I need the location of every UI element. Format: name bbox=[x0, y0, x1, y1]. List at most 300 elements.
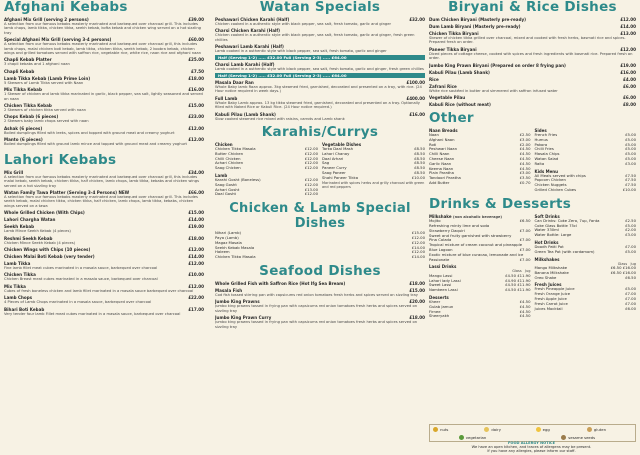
legend-item bbox=[536, 427, 581, 432]
allergy-notice bbox=[429, 441, 634, 454]
item-desc: Jumbo king prawns tossed in frying pan with capsicums red onion tomatoes fresh herbs and spices served on sizzling tray bbox=[215, 304, 418, 313]
menu-item bbox=[4, 137, 204, 146]
item-name: Chicken Malai Boti Kebab (very tender) bbox=[4, 253, 95, 259]
item-name: Afghani Naan bbox=[429, 136, 455, 142]
legend-label: vegetarian bbox=[465, 434, 487, 440]
item-name: Mix Grill bbox=[4, 169, 24, 175]
item-name: Garlic Naan bbox=[429, 160, 452, 166]
item-price: £25.00 bbox=[188, 57, 204, 63]
item-price: £7.00 bbox=[625, 295, 636, 301]
menu-item bbox=[429, 17, 636, 22]
soft-head: Soft Drinks bbox=[534, 213, 560, 219]
item-desc: Lamb cooked in a authentic style with black pepper, sea salt, fresh tomato, garlic and ginger, fresh green chillies bbox=[215, 67, 424, 72]
item-price: £4.90 £11.90 bbox=[505, 277, 531, 283]
item-name: Mix Tikka Kebab bbox=[4, 87, 42, 93]
legend-dot-icon bbox=[459, 435, 464, 440]
biryani-list bbox=[429, 17, 636, 107]
item-price: £10.00 bbox=[622, 187, 636, 192]
watan-list-2 bbox=[215, 80, 425, 121]
item-price: £400.00 bbox=[406, 95, 425, 101]
item-name: Butter Chicken bbox=[215, 150, 244, 156]
menu-item bbox=[4, 170, 204, 188]
item-price: £6.00 bbox=[623, 95, 636, 101]
item-price: £12.00 bbox=[304, 155, 318, 161]
item-desc: Fine lamb fillet meat cubes marinated in a masala sauce, barbequed over charcoal bbox=[4, 265, 158, 270]
item-price: £4.50 bbox=[519, 313, 531, 319]
item-name: Special Afghani Mix Grill (serving 3-4 persons) bbox=[4, 37, 112, 43]
item-price: £4.50 bbox=[519, 298, 531, 304]
item-name: Grilled Chicken Cubes bbox=[534, 187, 577, 192]
item-price: £18.00 bbox=[188, 235, 204, 241]
menu-item bbox=[4, 261, 204, 270]
item-name: Coke Glass Bottle 75cl bbox=[534, 222, 578, 228]
item-price: £5.00 bbox=[625, 136, 636, 142]
item-desc: White rice sautéed in butter and simmered with saffron infused water bbox=[429, 88, 558, 93]
item-price: £7.00 bbox=[625, 243, 636, 249]
item-price: £12.00 bbox=[304, 160, 318, 166]
item-price: £12.00 bbox=[188, 246, 204, 252]
item-price: £4.50 bbox=[519, 151, 531, 157]
item-name: Gulab Jamun bbox=[429, 303, 454, 309]
legend-item bbox=[433, 427, 478, 432]
menu-item bbox=[429, 102, 636, 107]
menu-item bbox=[4, 295, 204, 304]
allergy-title: FOOD ALLERGY NOTICE bbox=[507, 441, 556, 445]
item-price: £7.50 bbox=[191, 68, 204, 74]
item-price: £7.00 bbox=[519, 256, 531, 262]
item-price: £4.50 bbox=[519, 165, 531, 171]
item-price: £8.50 bbox=[414, 165, 425, 171]
item-price: £18.00 bbox=[188, 75, 204, 81]
soft-list bbox=[535, 219, 637, 238]
item-name: Kabuli Rice (without meat) bbox=[429, 102, 491, 108]
item-name: Paya (Lamb) bbox=[215, 235, 239, 241]
item-name: Masala Chips bbox=[534, 151, 560, 157]
item-price: £8.50 bbox=[414, 146, 425, 152]
menu-item bbox=[215, 315, 425, 329]
list-item bbox=[429, 258, 531, 263]
legend-item bbox=[484, 427, 529, 432]
menu-item bbox=[215, 281, 425, 286]
item-price: £15.00 bbox=[188, 210, 204, 216]
item-price: £7.00 bbox=[625, 300, 636, 306]
menu-item bbox=[4, 17, 204, 35]
karahi-veg-head: Vegetable Dishes bbox=[322, 142, 362, 148]
item-name: Lamb Tikka Kebab (Lamb Prime Loin) bbox=[4, 75, 91, 81]
item-price: £6.00 bbox=[625, 305, 636, 311]
item-desc: Skewer of chicken tikka grilled over charcoal, mixed and cooked with fresh herbs, basmati rice and spices. Prepared fresh on order. bbox=[429, 36, 626, 45]
karahi-chicken-head: Chicken bbox=[215, 142, 233, 148]
menu-item bbox=[429, 84, 636, 93]
item-name: Banana Milkshake bbox=[534, 269, 569, 275]
item-name: Manto (6 pieces) bbox=[4, 137, 43, 143]
price-bar-1: Half (Serving 1-2) ..... £32.00 Full (Serving 2-3) ..... £64.00 bbox=[215, 55, 425, 61]
menu-item bbox=[429, 63, 636, 68]
item-name: Karahi Gosht (Boneless) bbox=[215, 177, 261, 183]
item-price: £6.50 bbox=[625, 274, 636, 280]
menu-item bbox=[4, 217, 204, 222]
legend-label: dairy bbox=[491, 426, 501, 432]
item-price: £12.00 bbox=[411, 235, 425, 241]
item-price: £8.50 bbox=[414, 160, 425, 166]
item-price: £12.00 bbox=[304, 191, 318, 197]
item-price: £6.50 £16.00 bbox=[610, 264, 636, 270]
item-price: £14.00 bbox=[188, 253, 204, 259]
item-price: £7.50 bbox=[625, 172, 636, 178]
legend-item bbox=[587, 427, 632, 432]
item-price: £19.00 bbox=[620, 62, 636, 68]
item-desc: 2 Skewers baby lamb chops served with naan bbox=[4, 119, 89, 124]
item-name: Peshawari Lamb Karahi (Half) bbox=[215, 44, 284, 50]
other-title: Other bbox=[429, 110, 474, 127]
allergy-line-1: We have an open kitchen, and traces of allergens may be present. bbox=[471, 445, 592, 450]
legend-dot-icon bbox=[587, 427, 592, 432]
item-row bbox=[429, 17, 636, 22]
item-price: £4.50 bbox=[519, 303, 531, 309]
hot-list bbox=[535, 245, 637, 255]
item-price: £16.00 bbox=[409, 111, 425, 117]
item-name: Jumbo King Prawns bbox=[215, 299, 260, 305]
item-desc: Diced pieces of cottage cheese, cooked with spices and fresh ingredients with basmati rice. Prepared fresh on order. bbox=[429, 51, 633, 61]
item-price: £15.00 bbox=[411, 230, 425, 236]
item-name: Plain Paratha bbox=[429, 170, 454, 176]
item-desc: 4 Pieces of Lamb Chops marinated in a masala sauce, barbequed over charcoal bbox=[4, 300, 152, 305]
item-price: £12.00 bbox=[411, 249, 425, 255]
allergy-line-2: If you have any allergies, please inform our staff. bbox=[487, 449, 576, 454]
legend-dot-icon bbox=[433, 427, 438, 432]
cls-list bbox=[215, 231, 425, 260]
item-name: Fresh Apple Juice bbox=[534, 295, 567, 301]
item-name: Chapli Kebab Platter bbox=[4, 57, 52, 63]
item-name: Namkeen Lassi bbox=[429, 287, 458, 293]
karahi-veg-note: Marinated with spices herbs and grilly charcoal with green and red peppers bbox=[322, 180, 425, 190]
menu-item bbox=[429, 47, 636, 61]
item-name: Achari Gosht bbox=[215, 186, 240, 192]
menu-item bbox=[215, 299, 425, 313]
menu-item bbox=[215, 17, 425, 26]
item-name: Peshwari Naan bbox=[429, 146, 458, 152]
legend-label: gluten bbox=[593, 426, 606, 432]
item-price: £12.00 bbox=[188, 283, 204, 289]
item-price: £10.00 bbox=[411, 174, 425, 180]
list-item bbox=[535, 233, 637, 238]
item-price: £12.00 bbox=[304, 150, 318, 156]
item-price: £7.50 bbox=[625, 177, 636, 183]
item-name: Kabuli Pilau (Lamb Shank) bbox=[429, 69, 490, 75]
item-desc: Boiled dumplings filled with ground lamb mince and topped with ground meat and creamy yoghurt bbox=[4, 142, 187, 147]
item-name: Green Tea Pot (with cardamom) bbox=[534, 248, 595, 254]
item-desc: 5 Skewers of Lamb Tikka served with Naan bbox=[4, 80, 84, 85]
item-name: Exotic mixture of blue curacao, lemonade and ice bbox=[429, 251, 524, 257]
item-name: Paneer Curry bbox=[322, 165, 347, 171]
naan-list bbox=[429, 133, 531, 186]
item-price: £12.00 bbox=[304, 177, 318, 183]
item-name: Lahori lady Lassi bbox=[429, 277, 461, 283]
item-price: £39.00 bbox=[188, 17, 204, 22]
item-name: Full Lamb bbox=[215, 95, 238, 101]
item-price: £2.00 bbox=[519, 141, 531, 147]
item-price: £4.50 £11.90 bbox=[505, 282, 531, 288]
dessert-list bbox=[429, 300, 531, 319]
seafood-title: Seafood Dishes bbox=[259, 263, 381, 280]
item-desc: Chicken Breast meat cubes marinated in a masala sauce, barbequed over charcoal bbox=[4, 277, 158, 282]
item-row bbox=[4, 69, 204, 74]
item-name: Sweet and fruity garnished with strawberry bbox=[429, 232, 512, 238]
price-bar-2: Half (Serving 1-2) ..... £32.00 Full (Serving 2-3) ..... £64.00 bbox=[215, 73, 425, 79]
item-name: Jumbo King Prawn Biryani (Prepared on order 8 frying pan) bbox=[429, 62, 566, 68]
milk-list bbox=[429, 219, 531, 262]
item-desc: A selection from our famous kebabs masterly marinated and barbequed over charcoal grill. This includes seekh kebab, malai chicken tikka, chicken tikka, half chicken, lamb chops, lamb tikka, kebabs, chicken wings served on a tawa bbox=[4, 194, 198, 208]
item-name: Seekh Kebab Masala bbox=[215, 244, 255, 250]
item-name: Fresh Orange Juice bbox=[534, 291, 571, 297]
kids-head: Kids Menu bbox=[534, 168, 558, 174]
item-name: Bihari Boti Kebab bbox=[4, 306, 45, 312]
item-name: Dum Chicken Biryani (Masterly pre-ready) bbox=[429, 17, 527, 22]
item-price: £5.00 bbox=[625, 286, 636, 292]
menu-item bbox=[4, 114, 204, 123]
item-desc: Whole Baby Lamb approx. 13 kg tikka steamed fried, garnished, decorated and presented on a tray. Optionally filled with Naked Rice or Kabuli Rice. (24 Hour notice required.) bbox=[215, 100, 420, 110]
menu-item bbox=[4, 57, 204, 66]
menu-item bbox=[429, 70, 636, 75]
item-price: £2.50 bbox=[625, 217, 636, 223]
item-name: Jumbo King Prawn Curry bbox=[215, 315, 272, 321]
item-price: £6.50 £16.00 bbox=[610, 269, 636, 275]
item-row bbox=[215, 281, 425, 286]
item-name: Doodh Patti Pot bbox=[534, 243, 564, 249]
menu-item bbox=[429, 95, 636, 100]
item-row bbox=[4, 247, 204, 252]
item-price: £5.00 bbox=[625, 248, 636, 254]
drinks-title: Drinks & Desserts bbox=[429, 195, 572, 212]
item-price: £16.00 bbox=[188, 87, 204, 93]
sides-head: Sides bbox=[534, 128, 547, 134]
item-price: £2.50 bbox=[519, 132, 531, 138]
item-name: Chops Kebab (6 pieces) bbox=[4, 114, 59, 120]
karahi-lamb-head: Lamb bbox=[215, 173, 228, 179]
item-price: £17.00 bbox=[188, 306, 204, 312]
item-name: Masala Fish bbox=[215, 288, 243, 294]
legend-dot-icon bbox=[561, 435, 566, 440]
item-row bbox=[429, 77, 636, 82]
item-name: Chilli Naan bbox=[429, 151, 450, 157]
item-name: Whole Grilled Chicken (With Chips) bbox=[4, 210, 85, 216]
item-desc: Boiled dumplings filled with leeks, spices and topped with ground meat and creamy yoghurt bbox=[4, 130, 175, 135]
item-price: £12.00 bbox=[411, 239, 425, 245]
item-price: £4.50 bbox=[519, 308, 531, 314]
item-price: £4.50 bbox=[519, 160, 531, 166]
item-price: £3.00 bbox=[519, 136, 531, 142]
menu-item bbox=[429, 31, 636, 45]
watan-list bbox=[215, 17, 425, 54]
column-middle bbox=[215, 0, 425, 455]
menu-item bbox=[4, 272, 204, 281]
item-price: £8.50 bbox=[414, 150, 425, 156]
item-price: £22.00 bbox=[188, 295, 204, 301]
menu-item bbox=[4, 284, 204, 293]
item-name: Keema Naan bbox=[429, 165, 454, 171]
menu-item bbox=[4, 69, 204, 74]
item-price: £12.00 bbox=[188, 260, 204, 266]
allergen-legend bbox=[429, 424, 636, 442]
item-price: £5.00 bbox=[625, 141, 636, 147]
item-row bbox=[429, 95, 636, 100]
item-row bbox=[429, 70, 636, 75]
item-price: £7.00 bbox=[519, 227, 531, 233]
item-price: £5.00 bbox=[625, 132, 636, 138]
item-price: £18.00 bbox=[409, 281, 425, 287]
menu-item bbox=[4, 87, 204, 101]
item-name: Pakora bbox=[534, 141, 548, 147]
item-price: £0.70 bbox=[519, 180, 531, 185]
item-name: Fresh Carrot Juice bbox=[534, 300, 568, 306]
item-name: Water Bottle: Large bbox=[534, 232, 572, 238]
item-name: Tropical mixture of cream coconut and pineapple bbox=[429, 242, 523, 248]
item-name: Water 330ml bbox=[534, 227, 559, 233]
dessert-head: Desserts bbox=[429, 294, 449, 300]
list-item bbox=[215, 166, 318, 171]
list-item bbox=[535, 307, 637, 312]
item-name: Ashak (6 pieces) bbox=[4, 125, 43, 131]
item-price: £5.00 bbox=[625, 146, 636, 152]
item-row bbox=[4, 254, 204, 259]
item-name: Magaz Masala bbox=[215, 239, 242, 245]
item-name: Mix Tikka bbox=[4, 283, 26, 289]
item-price: £5.00 bbox=[625, 156, 636, 162]
lassi-list bbox=[429, 274, 531, 293]
item-name: Nihari (Lamb) bbox=[215, 230, 241, 236]
legend-item bbox=[561, 435, 606, 440]
item-price: £15.00 bbox=[188, 103, 204, 109]
item-name: Passionate bbox=[429, 256, 450, 262]
item-price: £7.00 bbox=[519, 237, 531, 243]
item-price: £66.00 bbox=[188, 189, 204, 195]
item-name: Cheese Naan bbox=[429, 156, 455, 162]
item-price: £60.00 bbox=[188, 37, 204, 43]
item-name: Vegetable Pilau bbox=[429, 95, 466, 101]
legend-dot-icon bbox=[536, 427, 541, 432]
item-price: £4.00 bbox=[623, 76, 636, 82]
item-name: Daal Gosht bbox=[215, 191, 236, 197]
item-name: French Fries bbox=[534, 132, 558, 138]
item-row bbox=[4, 217, 204, 222]
kids-list bbox=[535, 174, 637, 193]
item-name: Dum Lamb Biryani (Masterly pre-ready) bbox=[429, 24, 521, 29]
menu-item bbox=[4, 236, 204, 245]
item-name: Blue Lagoon bbox=[429, 246, 453, 252]
item-price: £23.00 bbox=[188, 114, 204, 120]
item-price: £18.00 bbox=[409, 315, 425, 321]
legend-label: egg bbox=[542, 426, 550, 432]
lahori-title: Lahori Kebabs bbox=[4, 151, 117, 168]
item-desc: Very tender four lamb Fillet meat cubes marinated in a masala sauce, barbequed over charcoal bbox=[4, 311, 181, 316]
item-name: Whole Grilled Fish with Saffron Rice (Hot Ifg Sea Bream) bbox=[215, 281, 346, 287]
item-price: £16.00 bbox=[620, 69, 636, 75]
item-price: £100.00 bbox=[406, 80, 425, 86]
item-desc: Chicken cooked in a authentic style with black pepper, sea salt, fresh tomato, garlic and ginger bbox=[215, 22, 392, 26]
legend-label: sesame seeds bbox=[568, 434, 596, 440]
item-desc: Cubes of fresh boneless chicken and lamb fillet marinated in a masala sauce barbequed over charcoal bbox=[4, 288, 194, 293]
item-price: £4.50 £11.90 bbox=[505, 272, 531, 278]
sides-list bbox=[535, 133, 637, 167]
item-name: Pina Colada bbox=[429, 237, 452, 243]
item-name: Chicken Nuggets bbox=[534, 182, 567, 188]
item-desc: Chicken cooked in a authentic style with black pepper, sea salt, fresh tomato, garlic and ginger, fresh green chillies bbox=[215, 33, 415, 42]
item-name: Chicken Tikka bbox=[4, 272, 36, 278]
item-price: £4.50 bbox=[519, 156, 531, 162]
column-left bbox=[4, 0, 204, 455]
mshake-list bbox=[535, 266, 637, 280]
list-item bbox=[429, 181, 531, 186]
afghani-title: Afghani Kebabs bbox=[4, 0, 128, 15]
item-name: Chicken Tikka Masala bbox=[215, 146, 256, 152]
item-price: £12.00 bbox=[304, 146, 318, 152]
item-price: £8.50 bbox=[414, 170, 425, 176]
item-name: Saag Gosht bbox=[215, 181, 237, 187]
lassi-head: Lassi Drinks bbox=[429, 264, 457, 270]
menu-item bbox=[4, 254, 204, 259]
item-desc: Jumbo king prawns tossed in frying pan with capsicums red onion tomatoes fresh herbs and spices served on sizzling tray bbox=[215, 320, 418, 329]
item-price: £12.00 bbox=[188, 125, 204, 131]
legend-label: nuts bbox=[440, 426, 449, 432]
item-name: Seekh Kebab bbox=[4, 224, 35, 230]
item-name: Mojito bbox=[429, 218, 441, 224]
item-name: Kabuli Pilau (Lamb Shank) bbox=[215, 111, 276, 117]
list-item bbox=[535, 250, 637, 255]
item-name: Afghani Mix Grill (serving 2 persons) bbox=[4, 17, 89, 22]
other-grid bbox=[429, 126, 636, 193]
item-name: Watan Family Tawa Platter (Serving 3-4 Persons) NEW bbox=[4, 189, 130, 195]
item-name: Sheeryakh bbox=[429, 313, 450, 319]
menu-item bbox=[4, 224, 204, 233]
item-price: £12.00 bbox=[304, 165, 318, 171]
item-name: Strawberry Daquiri bbox=[429, 227, 465, 233]
item-price: £14.00 bbox=[411, 254, 425, 260]
juice-head: Fresh Juices bbox=[534, 282, 562, 288]
item-price: £13.00 bbox=[304, 186, 318, 192]
item-price: £34.00 bbox=[188, 169, 204, 175]
item-price: £6.50 bbox=[519, 218, 531, 224]
afghani-list bbox=[4, 17, 204, 147]
item-name: Add Butter bbox=[429, 180, 450, 185]
biryani-title: Biryani & Rice Dishes bbox=[448, 0, 617, 15]
menu-item bbox=[4, 37, 204, 55]
menu-item bbox=[215, 288, 425, 297]
item-name: Daal Arhari bbox=[322, 155, 344, 161]
menu-item bbox=[4, 210, 204, 215]
item-price: £7.00 bbox=[625, 291, 636, 297]
item-name: Shahi Paneer Tikka bbox=[322, 174, 359, 180]
item-row bbox=[429, 63, 636, 68]
item-name: Chicken Tikka Biryani bbox=[429, 31, 479, 36]
legend-dot-icon bbox=[484, 427, 489, 432]
item-name: Humus bbox=[534, 136, 548, 142]
item-name: Chicken Tikka Masala bbox=[215, 254, 256, 260]
item-price: £12.00 bbox=[620, 46, 636, 52]
item-name: Lahori Chargha Watan bbox=[4, 217, 56, 223]
menu-item bbox=[4, 247, 204, 252]
menu-item bbox=[429, 77, 636, 82]
item-name: Masala Daar Ran bbox=[215, 80, 254, 86]
item-name: Chilli Fries bbox=[534, 146, 554, 152]
item-price: £3.00 bbox=[625, 232, 636, 238]
mshake-cols: Glass Jug bbox=[617, 261, 636, 266]
item-name: Watan Salad bbox=[534, 156, 559, 162]
item-name: Juices Mocktail bbox=[534, 305, 563, 311]
item-price: £3.50 bbox=[519, 175, 531, 181]
karahi-grid bbox=[215, 140, 425, 197]
menu-item bbox=[215, 96, 425, 110]
menu-item bbox=[4, 190, 204, 208]
